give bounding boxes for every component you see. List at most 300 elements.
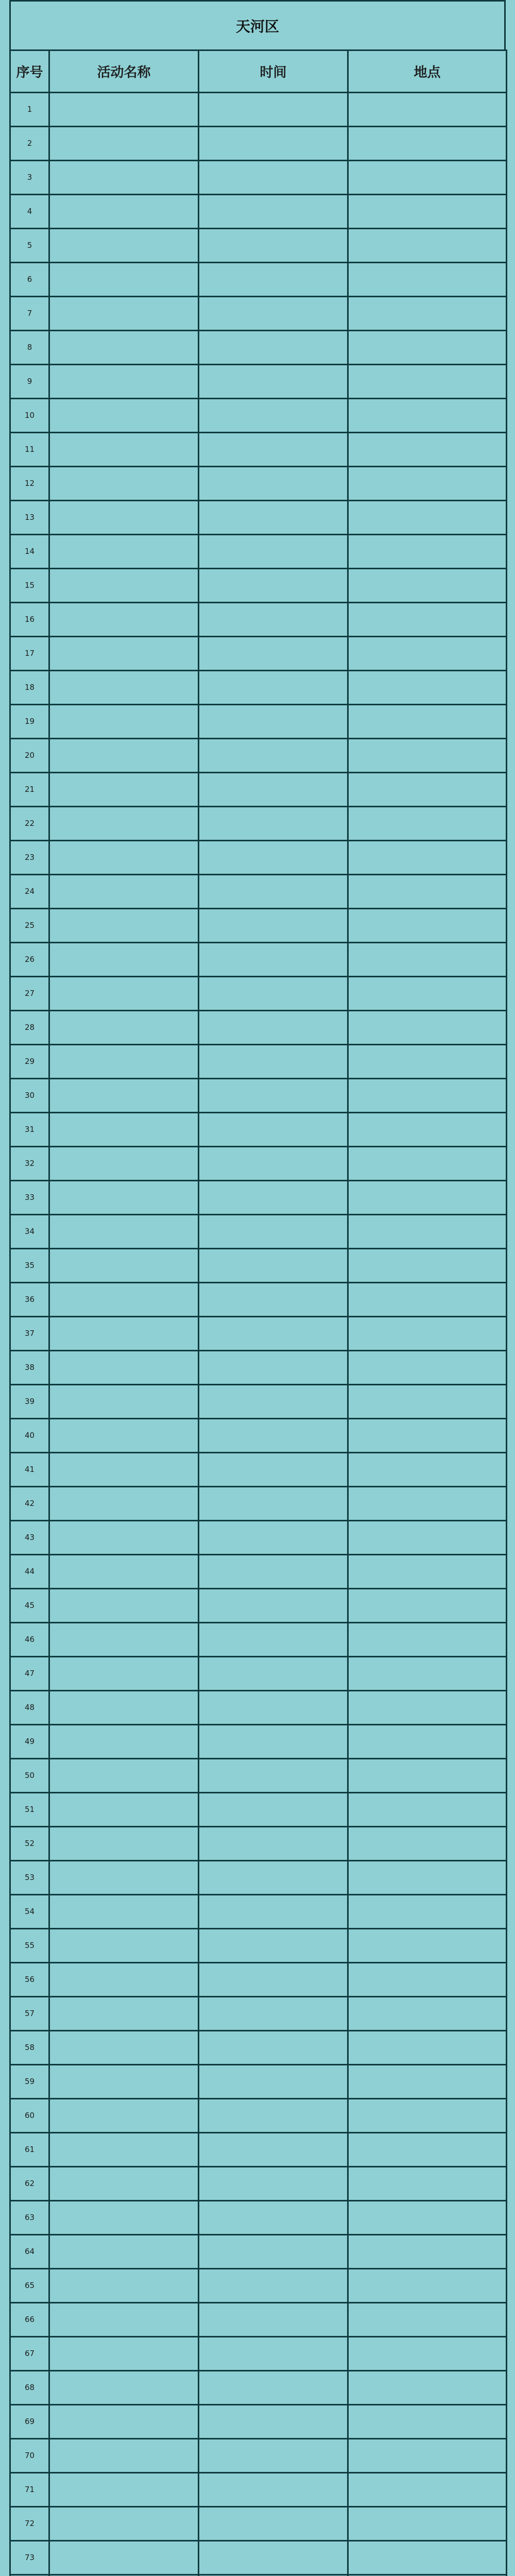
event-place	[348, 2303, 507, 2337]
event-name	[49, 807, 199, 841]
row-no: 1	[10, 93, 49, 127]
table-row	[10, 1419, 507, 1453]
event-time	[199, 2303, 348, 2337]
table-row	[10, 2201, 507, 2235]
event-time	[199, 1963, 348, 1997]
row-no: 50	[10, 1759, 49, 1793]
table-row	[10, 331, 507, 365]
row-no: 21	[10, 773, 49, 807]
row-no: 7	[10, 297, 49, 331]
row-no: 26	[10, 943, 49, 977]
event-place	[348, 977, 507, 1011]
row-no: 27	[10, 977, 49, 1011]
row-no: 33	[10, 1181, 49, 1215]
event-place	[348, 875, 507, 909]
table-row	[10, 1011, 507, 1045]
event-time	[199, 841, 348, 875]
row-no: 58	[10, 2031, 49, 2065]
event-name	[49, 263, 199, 297]
event-time	[199, 2099, 348, 2133]
table-row	[10, 1929, 507, 1963]
event-time	[199, 1929, 348, 1963]
table-row	[10, 1521, 507, 1555]
event-time	[199, 1317, 348, 1351]
event-time	[199, 1589, 348, 1623]
table-row	[10, 1317, 507, 1351]
event-name	[49, 1725, 199, 1759]
event-name	[49, 739, 199, 773]
row-no: 42	[10, 1487, 49, 1521]
row-no: 17	[10, 637, 49, 671]
event-name	[49, 909, 199, 943]
event-time	[199, 807, 348, 841]
row-no: 20	[10, 739, 49, 773]
event-time	[199, 433, 348, 467]
event-time	[199, 2541, 348, 2575]
event-time	[199, 1623, 348, 1657]
event-time	[199, 1861, 348, 1895]
row-no: 46	[10, 1623, 49, 1657]
event-name	[49, 1895, 199, 1929]
event-name	[49, 1623, 199, 1657]
event-name	[49, 2337, 199, 2371]
table-row	[10, 739, 507, 773]
table-row	[10, 807, 507, 841]
table-row	[10, 2439, 507, 2473]
event-name	[49, 1419, 199, 1453]
event-place	[348, 1079, 507, 1113]
event-name	[49, 2235, 199, 2269]
table-row	[10, 1453, 507, 1487]
event-time	[199, 1793, 348, 1827]
event-name	[49, 2473, 199, 2507]
event-place	[348, 1691, 507, 1725]
event-place	[348, 2337, 507, 2371]
event-name	[49, 671, 199, 705]
table-row	[10, 1691, 507, 1725]
event-name	[49, 535, 199, 569]
event-place	[348, 1147, 507, 1181]
row-no: 6	[10, 263, 49, 297]
event-name	[49, 2099, 199, 2133]
table-row	[10, 263, 507, 297]
event-time	[199, 1691, 348, 1725]
event-name	[49, 1827, 199, 1861]
row-no: 29	[10, 1045, 49, 1079]
row-no: 49	[10, 1725, 49, 1759]
table-row	[10, 1793, 507, 1827]
table-row	[10, 1487, 507, 1521]
event-name	[49, 93, 199, 127]
row-no: 51	[10, 1793, 49, 1827]
event-place	[348, 1827, 507, 1861]
event-place	[348, 1045, 507, 1079]
event-time	[199, 637, 348, 671]
event-name	[49, 331, 199, 365]
event-place	[348, 1487, 507, 1521]
event-place	[348, 2371, 507, 2405]
event-place	[348, 1181, 507, 1215]
table-row	[10, 1997, 507, 2031]
event-name	[49, 943, 199, 977]
table-row	[10, 2099, 507, 2133]
table-row	[10, 399, 507, 433]
table-row	[10, 1895, 507, 1929]
row-no: 47	[10, 1657, 49, 1691]
event-name	[49, 1929, 199, 1963]
event-place	[348, 161, 507, 195]
row-no: 19	[10, 705, 49, 739]
table-row	[10, 2303, 507, 2337]
table-row	[10, 1589, 507, 1623]
row-no: 36	[10, 1283, 49, 1317]
table-row	[10, 467, 507, 501]
event-place	[348, 807, 507, 841]
event-time	[199, 1283, 348, 1317]
event-place	[348, 263, 507, 297]
table-row	[10, 501, 507, 535]
table-row	[10, 2337, 507, 2371]
event-place	[348, 2439, 507, 2473]
event-place	[348, 1351, 507, 1385]
event-name	[49, 1453, 199, 1487]
event-place	[348, 909, 507, 943]
event-name	[49, 1963, 199, 1997]
table-row	[10, 1963, 507, 1997]
header-no: 序号	[10, 50, 49, 93]
table-row	[10, 1147, 507, 1181]
event-name	[49, 127, 199, 161]
event-name	[49, 1793, 199, 1827]
event-name	[49, 467, 199, 501]
page-title: 天河区	[9, 0, 506, 49]
table-row	[10, 1657, 507, 1691]
row-no: 44	[10, 1555, 49, 1589]
event-name	[49, 2303, 199, 2337]
event-place	[348, 1011, 507, 1045]
event-time	[199, 501, 348, 535]
row-no: 73	[10, 2541, 49, 2575]
row-no: 28	[10, 1011, 49, 1045]
event-place	[348, 1657, 507, 1691]
event-place	[348, 365, 507, 399]
event-name	[49, 501, 199, 535]
event-time	[199, 229, 348, 263]
row-no: 45	[10, 1589, 49, 1623]
table-row	[10, 127, 507, 161]
event-name	[49, 841, 199, 875]
event-name	[49, 1045, 199, 1079]
table-row	[10, 603, 507, 637]
row-no: 72	[10, 2507, 49, 2541]
event-place	[348, 1453, 507, 1487]
table-row	[10, 637, 507, 671]
event-name	[49, 195, 199, 229]
table-row	[10, 535, 507, 569]
table-row	[10, 1113, 507, 1147]
event-time	[199, 2031, 348, 2065]
row-no: 10	[10, 399, 49, 433]
row-no: 24	[10, 875, 49, 909]
event-time	[199, 671, 348, 705]
table-row	[10, 1861, 507, 1895]
event-place	[348, 943, 507, 977]
header-place: 地点	[348, 50, 507, 93]
event-time	[199, 263, 348, 297]
event-name	[49, 433, 199, 467]
event-place	[348, 1283, 507, 1317]
row-no: 67	[10, 2337, 49, 2371]
event-name	[49, 875, 199, 909]
event-name	[49, 2133, 199, 2167]
row-no: 60	[10, 2099, 49, 2133]
event-place	[348, 2065, 507, 2099]
event-name	[49, 1487, 199, 1521]
event-place	[348, 2507, 507, 2541]
event-place	[348, 1725, 507, 1759]
event-time	[199, 535, 348, 569]
event-time	[199, 365, 348, 399]
event-name	[49, 1181, 199, 1215]
table-row	[10, 2507, 507, 2541]
event-time	[199, 1657, 348, 1691]
row-no: 64	[10, 2235, 49, 2269]
table-row	[10, 2133, 507, 2167]
event-place	[348, 671, 507, 705]
table-row	[10, 93, 507, 127]
row-no: 23	[10, 841, 49, 875]
event-name	[49, 1147, 199, 1181]
row-no: 70	[10, 2439, 49, 2473]
event-place	[348, 2031, 507, 2065]
event-name	[49, 2371, 199, 2405]
table-row	[10, 1827, 507, 1861]
event-place	[348, 1759, 507, 1793]
event-name	[49, 1385, 199, 1419]
event-place	[348, 195, 507, 229]
table-row	[10, 2065, 507, 2099]
row-no: 69	[10, 2405, 49, 2439]
event-time	[199, 2133, 348, 2167]
table-row	[10, 1385, 507, 1419]
event-name	[49, 569, 199, 603]
row-no: 8	[10, 331, 49, 365]
table-row	[10, 195, 507, 229]
event-place	[348, 2099, 507, 2133]
event-time	[199, 1045, 348, 1079]
table-row	[10, 841, 507, 875]
event-place	[348, 229, 507, 263]
table-row	[10, 1725, 507, 1759]
event-time	[199, 603, 348, 637]
event-place	[348, 1555, 507, 1589]
table-row	[10, 2405, 507, 2439]
event-place	[348, 2235, 507, 2269]
table-row	[10, 1283, 507, 1317]
event-place	[348, 1215, 507, 1249]
header-name: 活动名称	[49, 50, 199, 93]
event-time	[199, 773, 348, 807]
event-time	[199, 399, 348, 433]
table-row	[10, 1045, 507, 1079]
row-no: 59	[10, 2065, 49, 2099]
event-name	[49, 399, 199, 433]
event-time	[199, 2507, 348, 2541]
event-name	[49, 2507, 199, 2541]
event-name	[49, 603, 199, 637]
event-place	[348, 705, 507, 739]
event-time	[199, 875, 348, 909]
event-time	[199, 1215, 348, 1249]
event-place	[348, 467, 507, 501]
event-time	[199, 2235, 348, 2269]
event-name	[49, 1351, 199, 1385]
event-name	[49, 2167, 199, 2201]
row-no: 65	[10, 2269, 49, 2303]
event-name	[49, 2439, 199, 2473]
table-row	[10, 1181, 507, 1215]
event-place	[348, 433, 507, 467]
event-name	[49, 1521, 199, 1555]
row-no: 14	[10, 535, 49, 569]
event-place	[348, 2405, 507, 2439]
event-time	[199, 1453, 348, 1487]
table-row	[10, 1079, 507, 1113]
event-name	[49, 1249, 199, 1283]
event-time	[199, 909, 348, 943]
table-row	[10, 773, 507, 807]
table-row	[10, 2541, 507, 2575]
event-time	[199, 1385, 348, 1419]
event-name	[49, 2201, 199, 2235]
event-time	[199, 2167, 348, 2201]
event-name	[49, 2405, 199, 2439]
row-no: 18	[10, 671, 49, 705]
event-place	[348, 1895, 507, 1929]
row-no: 9	[10, 365, 49, 399]
event-name	[49, 2065, 199, 2099]
event-time	[199, 1079, 348, 1113]
row-no: 34	[10, 1215, 49, 1249]
event-name	[49, 2031, 199, 2065]
event-time	[199, 161, 348, 195]
row-no: 3	[10, 161, 49, 195]
event-time	[199, 1827, 348, 1861]
table-row	[10, 2473, 507, 2507]
row-no: 63	[10, 2201, 49, 2235]
event-time	[199, 2473, 348, 2507]
header-time: 时间	[199, 50, 348, 93]
event-time	[199, 569, 348, 603]
event-time	[199, 127, 348, 161]
event-name	[49, 1317, 199, 1351]
event-time	[199, 1555, 348, 1589]
row-no: 22	[10, 807, 49, 841]
event-time	[199, 705, 348, 739]
event-place	[348, 841, 507, 875]
row-no: 25	[10, 909, 49, 943]
event-time	[199, 2269, 348, 2303]
event-name	[49, 365, 199, 399]
event-place	[348, 2133, 507, 2167]
event-time	[199, 297, 348, 331]
event-name	[49, 1215, 199, 1249]
events-table	[9, 49, 507, 2576]
event-time	[199, 1759, 348, 1793]
event-place	[348, 739, 507, 773]
event-place	[348, 399, 507, 433]
event-time	[199, 467, 348, 501]
table-row	[10, 977, 507, 1011]
event-name	[49, 1589, 199, 1623]
row-no: 39	[10, 1385, 49, 1419]
event-place	[348, 1385, 507, 1419]
row-no: 35	[10, 1249, 49, 1283]
event-name	[49, 1997, 199, 2031]
table-row	[10, 297, 507, 331]
event-place	[348, 1419, 507, 1453]
event-time	[199, 1011, 348, 1045]
event-name	[49, 1759, 199, 1793]
row-no: 48	[10, 1691, 49, 1725]
event-time	[199, 1249, 348, 1283]
event-place	[348, 1317, 507, 1351]
row-no: 56	[10, 1963, 49, 1997]
row-no: 16	[10, 603, 49, 637]
row-no: 61	[10, 2133, 49, 2167]
event-time	[199, 1895, 348, 1929]
event-time	[199, 1351, 348, 1385]
event-place	[348, 1861, 507, 1895]
event-name	[49, 1113, 199, 1147]
row-no: 62	[10, 2167, 49, 2201]
event-place	[348, 1521, 507, 1555]
event-place	[348, 2473, 507, 2507]
event-time	[199, 2201, 348, 2235]
event-place	[348, 1997, 507, 2031]
event-place	[348, 637, 507, 671]
table-row	[10, 1215, 507, 1249]
event-time	[199, 1521, 348, 1555]
table-body	[10, 93, 507, 2576]
table-row	[10, 161, 507, 195]
row-no: 5	[10, 229, 49, 263]
table-row	[10, 1249, 507, 1283]
header-row	[10, 50, 507, 93]
event-time	[199, 195, 348, 229]
event-time	[199, 1725, 348, 1759]
row-no: 53	[10, 1861, 49, 1895]
event-name	[49, 2541, 199, 2575]
row-no: 66	[10, 2303, 49, 2337]
event-place	[348, 2269, 507, 2303]
table-row	[10, 2371, 507, 2405]
event-name	[49, 705, 199, 739]
table-row	[10, 671, 507, 705]
event-time	[199, 1997, 348, 2031]
row-no: 15	[10, 569, 49, 603]
row-no: 40	[10, 1419, 49, 1453]
row-no: 4	[10, 195, 49, 229]
event-place	[348, 1589, 507, 1623]
event-place	[348, 773, 507, 807]
row-no: 11	[10, 433, 49, 467]
row-no: 32	[10, 1147, 49, 1181]
table-row	[10, 1759, 507, 1793]
event-time	[199, 2371, 348, 2405]
event-name	[49, 161, 199, 195]
event-name	[49, 637, 199, 671]
